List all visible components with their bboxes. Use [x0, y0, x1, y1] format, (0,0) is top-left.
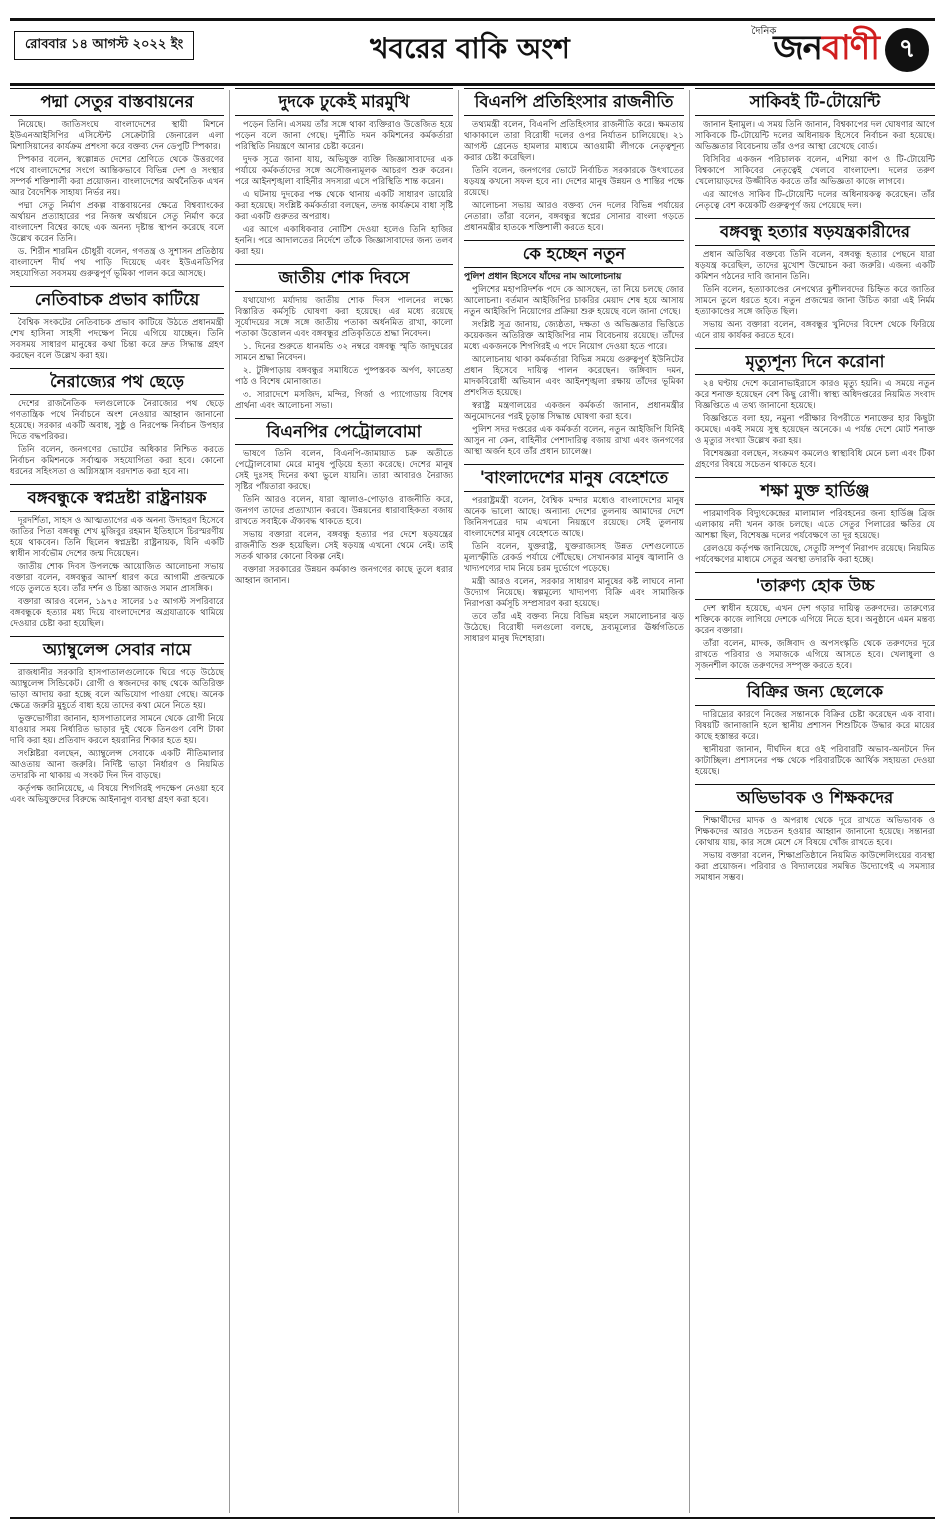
article-paragraph: জাতীয় শোক দিবস উপলক্ষে আয়োজিত আলোচনা সভায় বক্তারা বলেন, বঙ্গবন্ধুর আদর্শ ধারণ করে আগামী প্রজন্মকে গড়ে তুলতে হবে। তাঁর দর্শন ও চিন্তা আজও সমান প্রাসঙ্গিক। [10, 562, 224, 595]
article-paragraph: রাজধানীর সরকারি হাসপাতালগুলোকে ঘিরে গড়ে উঠেছে অ্যাম্বুলেন্স সিন্ডিকেট। রোগী ও স্বজনদের কাছ থেকে অতিরিক্ত ভাড়া আদায় করা হচ্ছে বলে অভিযোগ পাওয়া গেছে। অনেক ক্ষেত্রে জরুরি মুহূর্তে বাধ্য হয়ে তাদের কথা মেনে নিতে হয়। [10, 667, 224, 711]
article-paragraph: তবে তাঁর এই বক্তব্য নিয়ে বিভিন্ন মহলে সমালোচনার ঝড় উঠেছে। বিরোধী দলগুলো বলছে, দ্রব্যমূল্যের ঊর্ধ্বগতিতে সাধারণ মানুষ দিশেহারা। [464, 611, 684, 644]
article-headline: অ্যাম্বুলেন্স সেবার নামে [10, 636, 224, 664]
logo-prefix: দৈনিক [751, 25, 777, 37]
article-paragraph: তিনি বলেন, যুক্তরাষ্ট্র, যুক্তরাজ্যসহ উন্নত দেশগুলোতে মূল্যস্ফীতি রেকর্ড পর্যায়ে পৌঁছেছে। সেখানকার মানুষ জ্বালানি ও খাদ্যপণ্যের দাম নিয়ে চরম দুর্ভোগে পড়েছে। [464, 541, 684, 574]
column-2 [235, 86, 453, 1515]
article [695, 784, 935, 884]
article-body [695, 250, 935, 342]
article [10, 286, 224, 362]
article-paragraph: তিনি বলেন, জনগণের ভোটে নির্বাচিত সরকারকে উৎখাতের ষড়যন্ত্র কখনো সফল হবে না। দেশের মানুষ উন্নয়ন ও শান্তির পক্ষে রয়েছে। [464, 165, 684, 198]
article-headline: নেতিবাচক প্রভাব কাটিয়ে [10, 286, 224, 314]
article-headline: পদ্মা সেতুর বাস্তবায়নের [10, 88, 224, 116]
column-1 [10, 86, 224, 1515]
article [235, 418, 453, 588]
article-paragraph: এর আগেও সাকিব টি-টোয়েন্টি দলের অধিনায়কত্ব করেছেন। তাঁর নেতৃত্বে বেশ কয়েকটি গুরুত্বপূর্ণ জয় পেয়েছে দল। [695, 189, 935, 211]
article [10, 636, 224, 806]
article-paragraph: পারমাণবিক বিদ্যুৎকেন্দ্রের মালামাল পরিবহনের জন্য হার্ডিঞ্জ ব্রিজ এলাকায় নদী খনন কাজ চলছে। এতে সেতুর পিলারের ক্ষতির যে আশঙ্কা ছিল, বিশেষজ্ঞ দলের পর্যবেক্ষণে তা দূর হয়েছে। [695, 509, 935, 542]
article-headline: বঙ্গবন্ধুকে স্বপ্নদ্রষ্টা রাষ্ট্রনায়ক [10, 484, 224, 512]
article-paragraph: স্পিকার বলেন, স্বল্পোন্নত দেশের শ্রেণিতে থেকে উত্তরণের পথে বাংলাদেশের সংগে আন্তিকভাবে বিভিন্ন দেশ ও সংস্থার সম্পর্ক শক্তিশালী করা প্রয়োজন। বাংলাদেশের অর্থনৈতিক এখন আর বৈদেশিক সাহায্য নির্ভর নয়। [10, 154, 224, 198]
article-paragraph: বৈশ্বিক সংকটের নেতিবাচক প্রভাব কাটিয়ে উঠতে প্রধানমন্ত্রী শেখ হাসিনা সাহসী পদক্ষেপ নিয়ে এগিয়ে যাচ্ছেন। তিনি সবসময় সাধারণ মানুষের কথা চিন্তা করে দ্রুত সিদ্ধান্ত গ্রহণ করছেন বলে উল্লেখ করা হয়। [10, 317, 224, 361]
article-body [10, 668, 224, 806]
article-body [464, 496, 684, 645]
article [695, 88, 935, 212]
article-paragraph: ৩. সারাদেশে মসজিদ, মন্দির, গির্জা ও প্যাগোডায় বিশেষ প্রার্থনা এবং আলোচনা সভা। [235, 389, 453, 411]
article [10, 88, 224, 280]
article-paragraph: তিনি বলেন, হত্যাকাণ্ডের নেপথ্যের কুশীলবদের চিহ্নিত করে জাতির সামনে তুলে ধরতে হবে। নতুন প্রজন্মের জানা উচিত কারা এই নির্মম হত্যাকাণ্ডের সঙ্গে জড়িত ছিল। [695, 284, 935, 317]
article-paragraph: রেলওয়ে কর্তৃপক্ষ জানিয়েছে, সেতুটি সম্পূর্ণ নিরাপদ রয়েছে। নিয়মিত পর্যবেক্ষণের মাধ্যমে সেতুর অবস্থা তদারকি করা হচ্ছে। [695, 544, 935, 566]
article-paragraph: এর আগে একাধিকবার নোটিশ দেওয়া হলেও তিনি হাজির হননি। পরে আদালতের নির্দেশে তাঁকে জিজ্ঞাসাবাদের জন্য তলব করা হয়। [235, 224, 453, 257]
article-headline: 'তারুণ্য হোক উচ্চ [695, 572, 935, 600]
article [695, 348, 935, 472]
issue-date: রোববার ১৪ আগস্ট ২০২২ ইং [14, 31, 194, 60]
article-headline: বিএনপির পেট্রোলবোমা [235, 418, 453, 446]
article-headline: মৃত্যুশূন্য দিনে করোনা [695, 348, 935, 376]
logo-part-2: বাণী [821, 27, 879, 68]
article-paragraph: আলোচনা সভায় আরও বক্তব্য দেন দলের বিভিন্ন পর্যায়ের নেতারা। তাঁরা বলেন, বঙ্গবন্ধুর স্বপ্নের সোনার বাংলা গড়তে প্রধানমন্ত্রীর হাতকে শক্তিশালী করতে হবে। [464, 200, 684, 233]
masthead [10, 18, 935, 86]
article-body [235, 296, 453, 412]
article-paragraph: আলোচনায় থাকা কর্মকর্তারা বিভিন্ন সময়ে গুরুত্বপূর্ণ ইউনিটের প্রধান হিসেবে দায়িত্ব পালন করেছেন। জঙ্গিবাদ দমন, মাদকবিরোধী অভিযান এবং আইনশৃঙ্খলা রক্ষায় তাঁদের ভূমিকা প্রশংসিত হয়েছে। [464, 355, 684, 399]
article-paragraph: মন্ত্রী আরও বলেন, সরকার সাধারণ মানুষের কষ্ট লাঘবে নানা উদ্যোগ নিয়েছে। স্বল্পমূল্যে খাদ্যপণ্য বিক্রি এবং সামাজিক নিরাপত্তা কর্মসূচি সম্প্রসারণ করা হয়েছে। [464, 576, 684, 609]
article-paragraph: নিয়েছে। জাতিসংঘে বাংলাদেশের স্থায়ী মিশনে ইউএনআইসিপির এসিস্টেন্ট সেক্রেটারি জেনারেল এলা মিশাসিয়ানের কার্যক্রম প্রশংসা করে বক্তব্য দেন ডেপুটি স্পিকার। [10, 119, 224, 152]
article-headline: বঙ্গবন্ধু হত্যার ষড়যন্ত্রকারীদের [695, 218, 935, 246]
newspaper-logo [745, 23, 929, 77]
logo-part-1: জন [773, 27, 822, 68]
article-body [695, 604, 935, 672]
article-paragraph: দারিদ্র্যের কারণে নিজের সন্তানকে বিক্রির চেষ্টা করেছেন এক বাবা। বিষয়টি জানাজানি হলে স্থানীয় প্রশাসন শিশুটিকে উদ্ধার করে মায়ের কাছে হস্তান্তর করে। [695, 709, 935, 742]
article-paragraph: দূরদর্শিতা, সাহস ও আত্মত্যাগের এক অনন্য উদাহরণ হিসেবে জাতির পিতা বঙ্গবন্ধু শেখ মুজিবুর রহমান ইতিহাসে চিরস্মরণীয় হয়ে থাকবেন। তিনি ছিলেন স্বপ্নদ্রষ্টা রাষ্ট্রনায়ক, যিনি একটি স্বাধীন সার্বভৌম দেশের জন্ম দিয়েছেন। [10, 516, 224, 560]
article-paragraph: সভায় অন্য বক্তারা বলেন, বঙ্গবন্ধুর খুনিদের বিদেশ থেকে ফিরিয়ে এনে রায় কার্যকর করতে হবে। [695, 319, 935, 341]
article [235, 264, 453, 412]
article-paragraph: ভুক্তভোগীরা জানান, হাসপাতালের সামনে থেকে রোগী নিয়ে যাওয়ার সময় নির্ধারিত ভাড়ার দুই থেকে তিনগুণ বেশি টাকা দাবি করা হয়। প্রতিবাদ করলে হয়রানির শিকার হতে হয়। [10, 713, 224, 746]
article-paragraph: পররাষ্ট্রমন্ত্রী বলেন, বৈশ্বিক মন্দার মধ্যেও বাংলাদেশের মানুষ অনেক ভালো আছে। অন্যান্য দেশের তুলনায় আমাদের দেশে জিনিসপত্রের দাম এখনো নিয়ন্ত্রণে রয়েছে। সেই তুলনায় বাংলাদেশের মানুষ বেহেশতে আছে। [464, 495, 684, 539]
article-headline: দুদকে ঢুকেই মারমুখি [235, 88, 453, 116]
article-paragraph: দুদক সূত্রে জানা যায়, অভিযুক্ত ব্যক্তি জিজ্ঞাসাবাদের এক পর্যায়ে কর্মকর্তাদের সঙ্গে অসৌজন্যমূলক আচরণ শুরু করেন। পরে আইনশৃঙ্খলা বাহিনীর সদস্যরা এসে পরিস্থিতি শান্ত করেন। [235, 154, 453, 187]
article [235, 88, 453, 258]
article-body [235, 449, 453, 587]
article-paragraph: পড়েন তিনি। এসময় তাঁর সঙ্গে থাকা ব্যক্তিরাও উত্তেজিত হয়ে পড়েন বলে জানা গেছে। দুর্নীতি দমন কমিশনের কর্মকর্তারা পরিস্থিতি নিয়ন্ত্রণে আনার চেষ্টা করেন। [235, 119, 453, 152]
article-paragraph: জানান ইনামুল। এ সময় তিনি জানান, বিশ্বকাপের দল ঘোষণার আগে সাকিবকে টি-টোয়েন্টি দলের অধিনায়ক হিসেবে নির্বাচন করা হয়েছে। অভিজ্ঞতার বিবেচনায় তাঁর ওপর আস্থা রেখেছে বোর্ড। [695, 119, 935, 152]
article-paragraph: পুলিশ সদর দপ্তরের এক কর্মকর্তা বলেন, নতুন আইজিপি যিনিই আসুন না কেন, বাহিনীর পেশাদারিত্ব বজায় রাখা এবং জনগণের আস্থা অর্জন হবে তাঁর প্রধান চ্যালেঞ্জ। [464, 425, 684, 458]
article-headline: সাকিবই টি-টোয়েন্টি [695, 88, 935, 116]
article-body [10, 318, 224, 362]
article-paragraph: তাঁরা বলেন, মাদক, জঙ্গিবাদ ও অপসংস্কৃতি থেকে তরুণদের দূরে রাখতে পরিবার ও সমাজকে এগিয়ে আসতে হবে। খেলাধুলা ও সৃজনশীল কাজে তরুণদের সম্পৃক্ত করতে হবে। [695, 638, 935, 671]
column-divider [689, 90, 690, 1513]
article [695, 678, 935, 778]
article-paragraph: কর্তৃপক্ষ জানিয়েছে, এ বিষয়ে শিগগিরই পদক্ষেপ নেওয়া হবে এবং অভিযুক্তদের বিরুদ্ধে আইনানুগ ব্যবস্থা গ্রহণ করা হবে। [10, 783, 224, 805]
article-headline: নৈরাজ্যের পথ ছেড়ে [10, 368, 224, 396]
section-title: খবরের বাকি অংশ [370, 32, 570, 65]
article-paragraph: স্বরাষ্ট্র মন্ত্রণালয়ের একজন কর্মকর্তা জানান, প্রধানমন্ত্রীর অনুমোদনের পরই চূড়ান্ত সিদ্ধান্ত ঘোষণা করা হবে। [464, 401, 684, 423]
article-paragraph: সংশ্লিষ্টরা বলছেন, অ্যাম্বুলেন্স সেবাকে একটি নীতিমালার আওতায় আনা জরুরি। নির্দিষ্ট ভাড়া নির্ধারণ ও নিয়মিত তদারকি না থাকায় এ সংকট দিন দিন বাড়ছে। [10, 748, 224, 781]
article-headline: অভিভাবক ও শিক্ষকদের [695, 784, 935, 812]
article [464, 464, 684, 645]
article-paragraph: সভায় বক্তারা বলেন, শিক্ষাপ্রতিষ্ঠানে নিয়মিত কাউন্সেলিংয়ের ব্যবস্থা করা প্রয়োজন। পরিবার ও বিদ্যালয়ের সমন্বিত উদ্যোগেই এ সমস্যার সমাধান সম্ভব। [695, 850, 935, 883]
article-body [695, 379, 935, 471]
article-paragraph: বিশেষজ্ঞরা বলছেন, সংক্রমণ কমলেও স্বাস্থ্যবিধি মেনে চলা এবং টিকা গ্রহণের বিষয়ে সচেতন থাকতে হবে। [695, 449, 935, 471]
article-body [695, 120, 935, 212]
article-headline: 'বাংলাদেশের মানুষ বেহেশতে [464, 464, 684, 492]
article-paragraph: পদ্মা সেতু নির্মাণ প্রকল্প বাস্তবায়নের ক্ষেত্রে বিশ্বব্যাংকের অর্থায়ন প্রত্যাহারের পর নিজস্ব অর্থায়নে সেতু নির্মাণ করে বাংলাদেশ বিশ্বের কাছে এক অনন্য দৃষ্টান্ত স্থাপন করেছে বলে উল্লেখ করেন তিনি। [10, 200, 224, 244]
article-subhead: পুলিশ প্রধান হিসেবে যাঁদের নাম আলোচনায় [464, 271, 622, 282]
article [10, 368, 224, 479]
article-paragraph: তিনি আরও বলেন, যারা জ্বালাও-পোড়াও রাজনীতি করে, জনগণ তাদের প্রত্যাখ্যান করবে। উন্নয়নের ধারাবাহিকতা বজায় রাখতে সবাইকে ঐক্যবদ্ধ থাকতে হবে। [235, 495, 453, 528]
column-3 [464, 86, 684, 1515]
article [10, 484, 224, 630]
article-body [235, 120, 453, 258]
article-body [10, 516, 224, 630]
article-paragraph: পুলিশের মহাপরিদর্শক পদে কে আসছেন, তা নিয়ে চলছে জোর আলোচনা। বর্তমান আইজিপির চাকরির মেয়াদ শেষ হয়ে আসায় নতুন আইজিপি নিয়োগের প্রক্রিয়া শুরু হয়েছে বলে জানা গেছে। [464, 285, 684, 318]
article-body [10, 120, 224, 280]
article-paragraph: তিনি বলেন, জনগণের ভোটের অধিকার নিশ্চিত করতে নির্বাচন কমিশনকে সর্বাত্মক সহযোগিতা করা হবে। কোনো ধরনের সহিংসতা ও অগ্নিসন্ত্রাস বরদাশত করা হবে না। [10, 445, 224, 478]
article-headline: বিক্রির জন্য ছেলেকে [695, 678, 935, 706]
article-paragraph: বক্তারা সরকারের উন্নয়ন কর্মকাণ্ড জনগণের কাছে তুলে ধরার আহ্বান জানান। [235, 565, 453, 587]
column-divider [229, 90, 230, 1513]
article-paragraph: দেশ স্বাধীন হয়েছে, এখন দেশ গড়ার দায়িত্ব তরুণদের। তারুণ্যের শক্তিকে কাজে লাগিয়ে দেশকে এগিয়ে নিতে হবে। অনুষ্ঠানে এমন মন্তব্য করেন বক্তারা। [695, 603, 935, 636]
article [695, 218, 935, 342]
article [695, 572, 935, 672]
article-paragraph: তথ্যমন্ত্রী বলেন, বিএনপি প্রতিহিংসার রাজনীতি করে। ক্ষমতায় থাকাকালে তারা বিরোধী দলের ওপর নির্যাতন চালিয়েছে। ২১ আগস্ট গ্রেনেড হামলার মাধ্যমে আওয়ামী লীগকে নেতৃত্বশূন্য করার চেষ্টা করেছিল। [464, 119, 684, 163]
article-body [695, 816, 935, 884]
article-paragraph: শিক্ষার্থীদের মাদক ও অপরাধ থেকে দূরে রাখতে অভিভাবক ও শিক্ষকদের আরও সচেতন হওয়ার আহ্বান জানানো হয়েছে। সন্তানরা কোথায় যায়, কার সঙ্গে মেশে সে বিষয়ে খোঁজ রাখতে হবে। [695, 815, 935, 848]
article-body [695, 509, 935, 566]
article-body [464, 120, 684, 234]
footer-rule [10, 1517, 935, 1519]
article-paragraph: এ ঘটনায় দুদকের পক্ষ থেকে থানায় একটি সাধারণ ডায়েরি করা হয়েছে। সংশ্লিষ্ট কর্মকর্তারা বলছেন, তদন্ত কার্যক্রমে বাধা সৃষ্টি করা একটি গুরুতর অপরাধ। [235, 189, 453, 222]
article-body [464, 272, 684, 459]
article-headline: বিএনপি প্রতিহিংসার রাজনীতি [464, 88, 684, 116]
article-headline: জাতীয় শোক দিবসে [235, 264, 453, 292]
column-divider [458, 90, 459, 1513]
article-body [695, 710, 935, 778]
article-paragraph: প্রধান অতিথির বক্তব্যে তিনি বলেন, বঙ্গবন্ধু হত্যার পেছনে যারা ষড়যন্ত্র করেছিল, তাদের মুখোশ উন্মোচন করা জরুরি। এজন্য একটি কমিশন গঠনের দাবি জানান তিনি। [695, 249, 935, 282]
article-paragraph: দেশের রাজনৈতিক দলগুলোকে নৈরাজ্যের পথ ছেড়ে গণতান্ত্রিক পথে নির্বাচনে অংশ নেওয়ার আহ্বান জানানো হয়েছে। সরকার একটি অবাধ, সুষ্ঠু ও নিরপেক্ষ নির্বাচন উপহার দিতে বদ্ধপরিকর। [10, 399, 224, 443]
article-paragraph: বিজ্ঞপ্তিতে বলা হয়, নমুনা পরীক্ষার বিপরীতে শনাক্তের হার কিছুটা কমেছে। একই সময়ে সুস্থ হয়েছেন অনেকে। এ পর্যন্ত দেশে মোট শনাক্ত ও মৃত্যুর সংখ্যা উল্লেখ করা হয়। [695, 414, 935, 447]
article-paragraph: ২৪ ঘণ্টায় দেশে করোনাভাইরাসে কারও মৃত্যু হয়নি। এ সময়ে নতুন করে শনাক্ত হয়েছেন বেশ কিছু রোগী। স্বাস্থ্য অধিদপ্তরের নিয়মিত সংবাদ বিজ্ঞপ্তিতে এ তথ্য জানানো হয়েছে। [695, 379, 935, 412]
article-paragraph: সভায় বক্তারা বলেন, বঙ্গবন্ধু হত্যার পর দেশে ষড়যন্ত্রের রাজনীতি শুরু হয়েছিল। সেই ষড়যন্ত্র এখনো থেমে নেই। তাই সতর্ক থাকার কোনো বিকল্প নেই। [235, 530, 453, 563]
article-headline: কে হচ্ছেন নতুন [464, 240, 684, 268]
column-4 [695, 86, 935, 1515]
article-headline: শক্ষা মুক্ত হার্ডিঞ্জ [695, 477, 935, 505]
article-paragraph: ড. শিরীন শারমিন চৌধুরী বলেন, গণতন্ত্র ও সুশাসন প্রতিষ্ঠায় বাংলাদেশ দীর্ঘ পথ পাড়ি দিয়েছে এবং ইউএনডিপির সহযোগিতা সবসময় গুরুত্বপূর্ণ ভূমিকা পালন করে আসছে। [10, 246, 224, 279]
article-paragraph: যথাযোগ্য মর্যাদায় জাতীয় শোক দিবস পালনের লক্ষ্যে বিস্তারিত কর্মসূচি ঘোষণা করা হয়েছে। এর মধ্যে রয়েছে সূর্যোদয়ের সঙ্গে সঙ্গে জাতীয় পতাকা অর্ধনমিত রাখা, কালো পতাকা উত্তোলন এবং বঙ্গবন্ধুর প্রতিকৃতিতে শ্রদ্ধা নিবেদন। [235, 295, 453, 339]
article-paragraph: ২. টুঙ্গিপাড়ায় বঙ্গবন্ধুর সমাধিতে পুষ্পস্তবক অর্পণ, ফাতেহা পাঠ ও বিশেষ মোনাজাত। [235, 365, 453, 387]
article-paragraph: সংশ্লিষ্ট সূত্র জানায়, জ্যেষ্ঠতা, দক্ষতা ও অভিজ্ঞতার ভিত্তিতে কয়েকজন অতিরিক্ত আইজিপির নাম বিবেচনায় রয়েছে। তাঁদের মধ্যে একজনকে শিগগিরই এ পদে নিয়োগ দেওয়া হতে পারে। [464, 320, 684, 353]
article-paragraph: বিসিবির একজন পরিচালক বলেন, এশিয়া কাপ ও টি-টোয়েন্টি বিশ্বকাপে সাকিবের নেতৃত্বেই খেলবে বাংলাদেশ। দলের তরুণ খেলোয়াড়দের উজ্জীবিত করতে তাঁর অভিজ্ঞতা কাজে লাগবে। [695, 154, 935, 187]
article [464, 88, 684, 234]
article-body [10, 399, 224, 478]
article-paragraph: ভাষণে তিনি বলেন, বিএনপি-জামায়াত চক্র অতীতে পেট্রোলবোমা মেরে মানুষ পুড়িয়ে হত্যা করেছে। দেশের মানুষ সেই দুঃসহ দিনের কথা ভুলে যায়নি। তারা আবারও নৈরাজ্য সৃষ্টির পাঁয়তারা করছে। [235, 449, 453, 493]
article-paragraph: ১. দিনের শুরুতে ধানমন্ডি ৩২ নম্বরে বঙ্গবন্ধু স্মৃতি জাদুঘরের সামনে শ্রদ্ধা নিবেদন। [235, 341, 453, 363]
article-paragraph: স্থানীয়রা জানান, দীর্ঘদিন ধরে ওই পরিবারটি অভাব-অনটনে দিন কাটাচ্ছিল। প্রশাসনের পক্ষ থেকে পরিবারটিকে আর্থিক সহায়তা দেওয়া হয়েছে। [695, 744, 935, 777]
article-paragraph: বক্তারা আরও বলেন, ১৯৭৫ সালের ১৫ আগস্ট সপরিবারে বঙ্গবন্ধুকে হত্যার মধ্য দিয়ে বাংলাদেশের অগ্রযাত্রাকে থামিয়ে দেওয়ার চেষ্টা করা হয়েছিল। [10, 597, 224, 630]
article [464, 240, 684, 458]
page-number: ৭ [885, 28, 929, 72]
article [695, 477, 935, 566]
